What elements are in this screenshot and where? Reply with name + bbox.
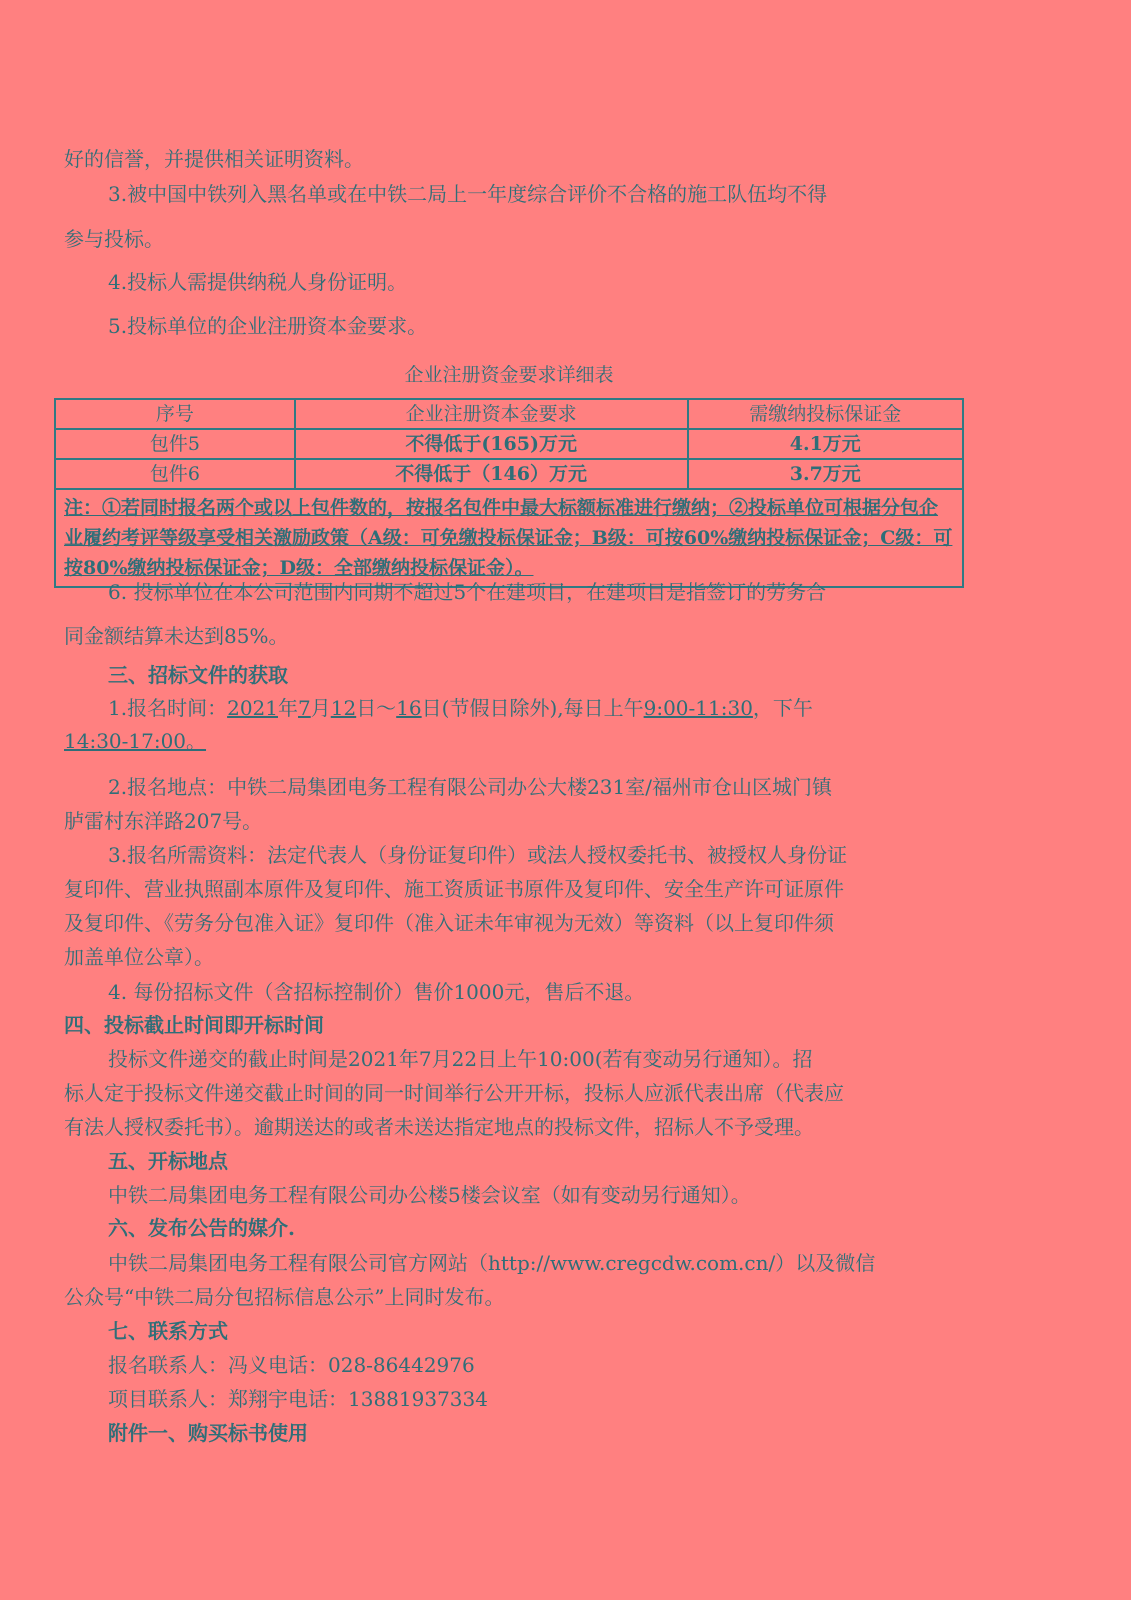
- paragraph-line: 4.投标人需提供纳税人身份证明。: [108, 270, 408, 294]
- text-segment: 16: [396, 696, 422, 720]
- paragraph-line: 3.被中国中铁列入黑名单或在中铁二局上一年度综合评价不合格的施工队伍均不得: [108, 182, 828, 206]
- paragraph-line: [64, 728, 964, 754]
- table-note: 注：①若同时报名两个或以上包件数的，按报名包件中最大标额标准进行缴纳；②投标单位可根据分包企业履约考评等级享受相关激励政策（A级：可免缴投标保证金；B级：可按60%缴纳投标保证金；C级：可按80%缴纳投标保证金；D级：全部缴纳投标保证金）。: [55, 489, 963, 587]
- paragraph-line: 好的信誉，并提供相关证明资料。: [64, 147, 364, 171]
- text-segment: 9:00-11:30: [643, 696, 753, 720]
- section-heading: 五、开标地点: [108, 1149, 228, 1173]
- paragraph-line: 参与投标。: [64, 227, 164, 251]
- table-note-row: [55, 489, 963, 587]
- text-segment: 2021: [227, 696, 278, 720]
- paragraph-line: 5.投标单位的企业注册资本金要求。: [108, 314, 428, 338]
- table-row: [55, 459, 963, 489]
- table-cell: 3.7万元: [688, 459, 963, 489]
- paragraph-line: 公众号“中铁二局分包招标信息公示”上同时发布。: [64, 1285, 505, 1309]
- paragraph-line: 有法人授权委托书）。逾期送达的或者未送达指定地点的投标文件，招标人不予受理。: [64, 1115, 814, 1139]
- text-segment: 日～: [356, 696, 397, 720]
- table-cell: 不得低于（146）万元: [295, 459, 688, 489]
- text-segment: 12: [330, 696, 357, 720]
- paragraph-line: 投标文件递交的截止时间是2021年7月22日上午10:00(若有变动另行通知）。招: [108, 1047, 813, 1071]
- text-segment: 1.报名时间：: [108, 696, 228, 720]
- paragraph-line: 同金额结算未达到85%。: [64, 624, 289, 648]
- contact-line: 报名联系人：冯义电话：028-86442976: [108, 1353, 475, 1377]
- section-heading: 六、发布公告的媒介.: [108, 1216, 295, 1240]
- table-header-cell: 企业注册资本金要求: [295, 399, 688, 429]
- section-heading: 附件一、购买标书使用: [108, 1421, 308, 1445]
- paragraph-line: [108, 695, 1008, 721]
- section-heading: 四、投标截止时间即开标时间: [64, 1013, 324, 1037]
- paragraph-line: 及复印件、《劳务分包准入证》复印件（准入证未年审视为无效）等资料（以上复印件须: [64, 911, 834, 935]
- capital-requirements-table: [54, 398, 964, 588]
- section-heading: 三、招标文件的获取: [108, 663, 288, 687]
- table-cell: 包件5: [55, 429, 295, 459]
- table-header-row: [55, 399, 963, 429]
- text-segment: ，下午: [752, 696, 813, 720]
- text-segment: 7: [298, 696, 311, 720]
- paragraph-line: 加盖单位公章）。: [64, 945, 214, 969]
- table-cell: 不得低于(165)万元: [295, 429, 688, 459]
- table-header-cell: 需缴纳投标保证金: [688, 399, 963, 429]
- paragraph-line: 标人定于投标文件递交截止时间的同一时间举行公开开标，投标人应派代表出席（代表应: [64, 1081, 844, 1105]
- paragraph-line: 中铁二局集团电务工程有限公司办公楼5楼会议室（如有变动另行通知）。: [108, 1183, 751, 1207]
- table-caption: 企业注册资金要求详细表: [404, 364, 614, 386]
- paragraph-line: 中铁二局集团电务工程有限公司官方网站（http://www.cregcdw.com.cn/）以及微信: [108, 1251, 876, 1275]
- text-segment: 年: [278, 696, 298, 720]
- table-header-cell: 序号: [55, 399, 295, 429]
- section-heading: 七、联系方式: [108, 1319, 228, 1343]
- paragraph-line: 6. 投标单位在本公司范围内同期不超过5个在建项目，在建项目是指签订的劳务合: [108, 580, 827, 604]
- contact-line: 项目联系人：郑翔宇电话：13881937334: [108, 1387, 488, 1411]
- paragraph-line: 2.报名地点：中铁二局集团电务工程有限公司办公大楼231室/福州市仓山区城门镇: [108, 775, 832, 799]
- text-segment: 月: [310, 696, 331, 720]
- text-segment: 14:30-17:00。: [64, 729, 207, 753]
- table-cell: 4.1万元: [688, 429, 963, 459]
- table-row: [55, 429, 963, 459]
- text-segment: 日(节假日除外),每日上午: [421, 696, 644, 720]
- paragraph-line: 复印件、营业执照副本原件及复印件、施工资质证书原件及复印件、安全生产许可证原件: [64, 877, 844, 901]
- paragraph-line: 4. 每份招标文件（含招标控制价）售价1000元，售后不退。: [108, 980, 645, 1004]
- table-cell: 包件6: [55, 459, 295, 489]
- paragraph-line: 3.报名所需资料：法定代表人（身份证复印件）或法人授权委托书、被授权人身份证: [108, 843, 848, 867]
- paragraph-line: 胪雷村东洋路207号。: [64, 809, 263, 833]
